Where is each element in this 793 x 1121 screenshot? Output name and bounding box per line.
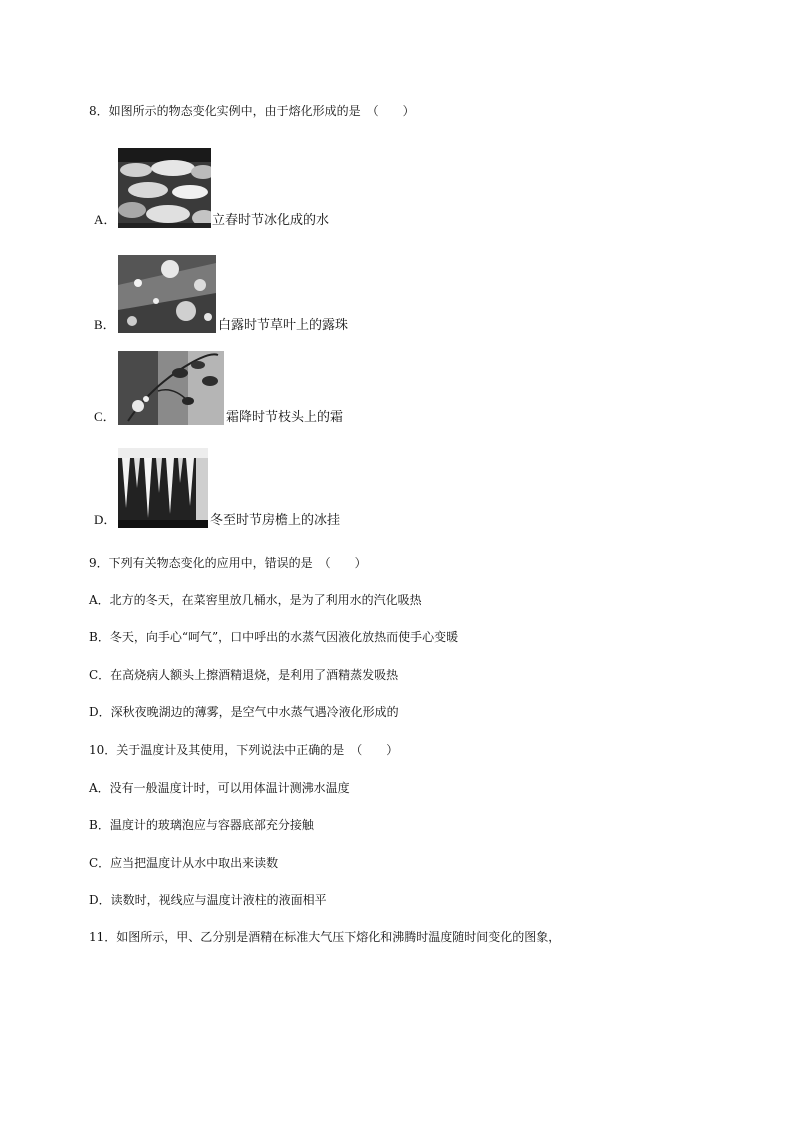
q8-option-b <box>94 250 414 333</box>
q8-option-d <box>94 442 414 528</box>
option-c-text: 霜降时节枝头上的霜 <box>226 410 344 425</box>
q11-stem: 11．如图所示，甲、乙分别是酒精在标准大气压下熔化和沸腾时温度随时间变化的图象， <box>89 930 561 944</box>
dew-on-leaf-photo <box>118 255 216 333</box>
option-letter: D． <box>94 512 117 527</box>
option-letter: A． <box>94 212 117 227</box>
q8-stem: 8．如图所示的物态变化实例中，由于熔化形成的是 （ ） <box>89 104 415 118</box>
q9-stem: 9．下列有关物态变化的应用中，错误的是 （ ） <box>89 556 367 570</box>
q9-option-b: B．冬天，向手心“呵气”，口中呼出的水蒸气因液化放热而使手心变暖 <box>89 630 459 644</box>
q8-option-a <box>94 140 414 228</box>
q10-option-d: D．读数时，视线应与温度计液柱的液面相平 <box>89 893 327 907</box>
q10-stem: 10．关于温度计及其使用，下列说法中正确的是 （ ） <box>89 743 399 757</box>
icicles-photo <box>118 448 208 528</box>
q9-option-a: A．北方的冬天，在菜窖里放几桶水，是为了利用水的汽化吸热 <box>89 593 422 607</box>
q9-option-d: D．深秋夜晚湖边的薄雾，是空气中水蒸气遇冷液化形成的 <box>89 705 399 719</box>
q9-option-c: C．在高烧病人额头上擦酒精退烧，是利用了酒精蒸发吸热 <box>89 668 399 682</box>
option-b-text: 白露时节草叶上的露珠 <box>218 318 349 333</box>
q10-option-a: A．没有一般温度计时，可以用体温计测沸水温度 <box>89 781 350 795</box>
option-letter: C． <box>94 409 116 424</box>
option-letter: B． <box>94 317 116 332</box>
q8-option-c <box>94 348 414 425</box>
q10-option-b: B．温度计的玻璃泡应与容器底部充分接触 <box>89 818 314 832</box>
q10-option-c: C．应当把温度计从水中取出来读数 <box>89 856 279 870</box>
melting-ice-photo <box>118 148 211 228</box>
frost-on-branch-photo <box>118 351 224 425</box>
option-d-text: 冬至时节房檐上的冰挂 <box>210 513 341 528</box>
option-a-text: 立春时节冰化成的水 <box>212 213 330 228</box>
